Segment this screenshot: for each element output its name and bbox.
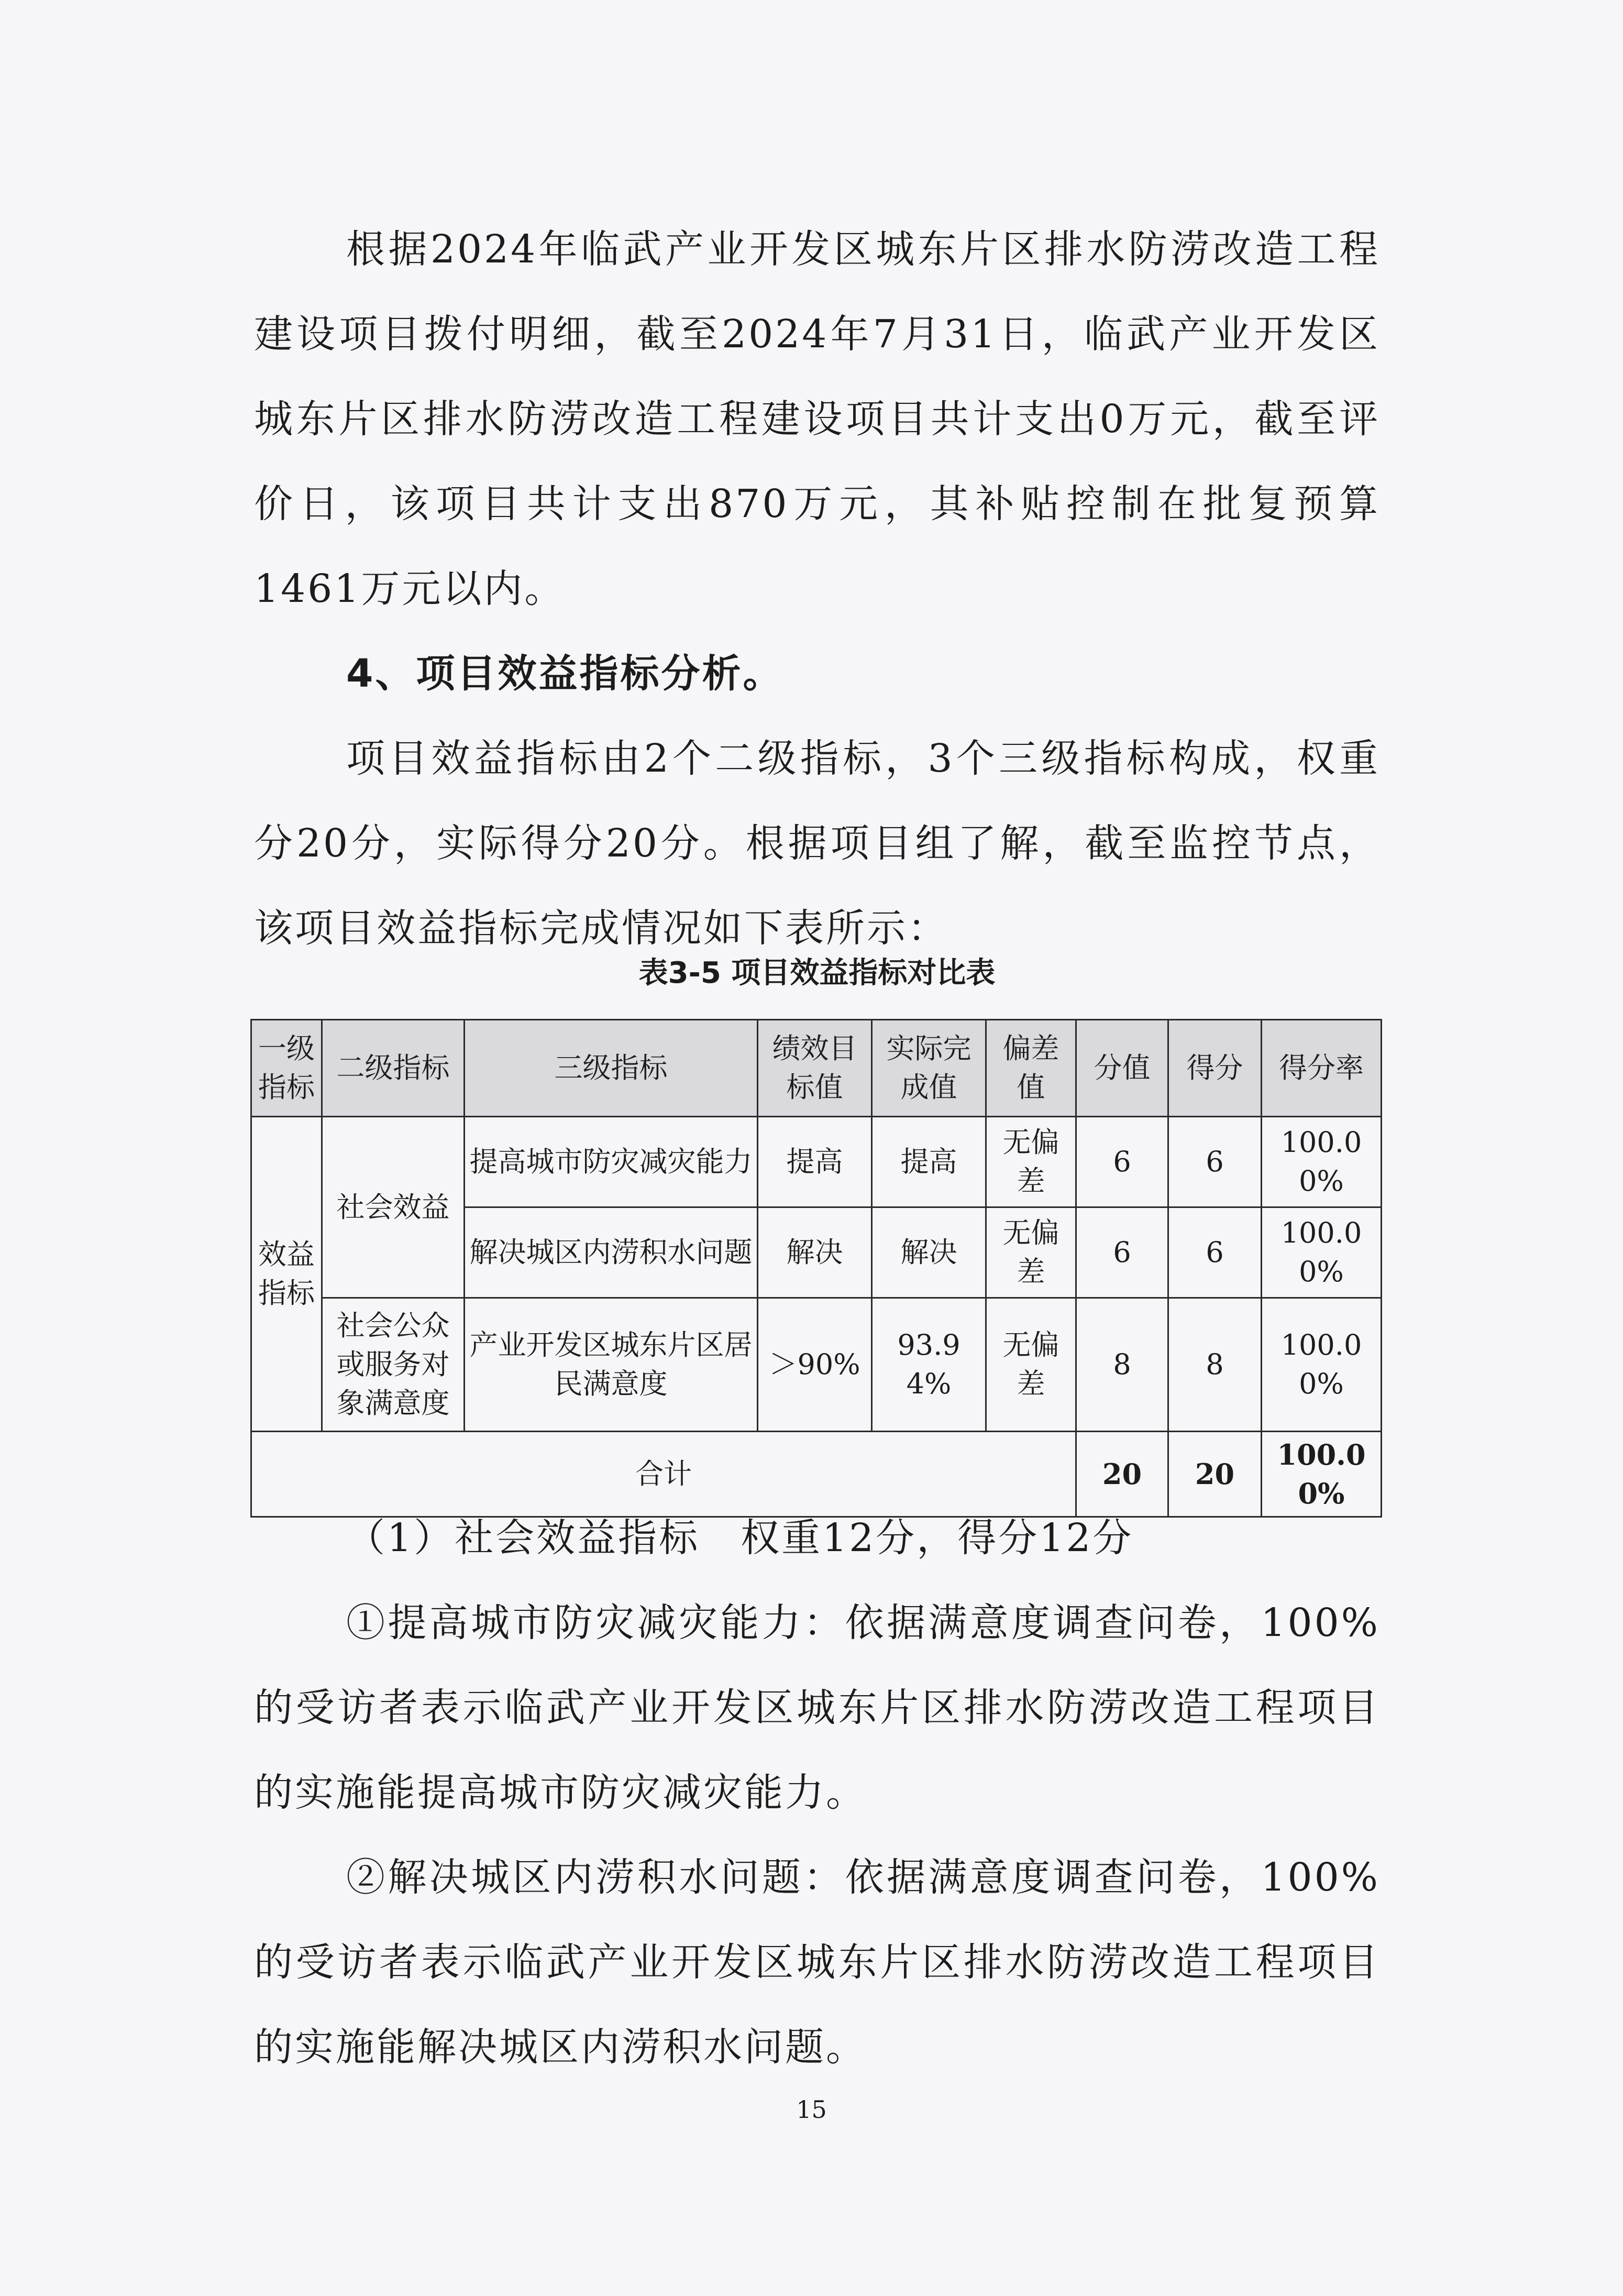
- header-deviation: 偏差值: [986, 1020, 1076, 1117]
- total-score-cell: 20: [1168, 1432, 1262, 1517]
- header-level1: 一级指标: [251, 1020, 322, 1117]
- value-cell: 8: [1076, 1298, 1168, 1432]
- header-target: 绩效目标值: [758, 1020, 872, 1117]
- rate-cell: 100.00%: [1262, 1117, 1382, 1207]
- value-cell: 6: [1076, 1207, 1168, 1298]
- total-value-cell: 20: [1076, 1432, 1168, 1517]
- paragraph-expenditure: 根据2024年临武产业开发区城东片区排水防涝改造工程建设项目拨付明细，截至2024年7月31日，临武产业开发区城东片区排水防涝改造工程建设项目共计支出0万元，截至评价日，该项目共计支出870万元，其补贴控制在批复预算1461万元以内。: [254, 227, 1380, 611]
- table-caption: 表3-5 项目效益指标对比表: [638, 956, 996, 990]
- score-cell: 8: [1168, 1298, 1262, 1432]
- header-level2: 二级指标: [322, 1020, 465, 1117]
- actual-cell: 解决: [872, 1207, 986, 1298]
- subheading-social-benefit: （1）社会效益指标 权重12分，得分12分: [346, 1515, 1134, 1561]
- header-score-value: 分值: [1076, 1020, 1168, 1117]
- total-label-cell: 合计: [251, 1432, 1076, 1517]
- actual-cell: 93.94%: [872, 1298, 986, 1432]
- indicator-cell: 解决城区内涝积水问题: [465, 1207, 758, 1298]
- indicator-cell: 提高城市防灾减灾能力: [465, 1117, 758, 1207]
- page-number: 15: [796, 2095, 827, 2124]
- benefit-indicator-table: [250, 1019, 1382, 1518]
- deviation-cell: 无偏差: [986, 1117, 1076, 1207]
- table-row: [251, 1117, 1382, 1207]
- table-row: [251, 1298, 1382, 1432]
- table-header-row: [251, 1020, 1382, 1117]
- header-rate: 得分率: [1262, 1020, 1382, 1117]
- value-cell: 6: [1076, 1117, 1168, 1207]
- header-score: 得分: [1168, 1020, 1262, 1117]
- header-actual: 实际完成值: [872, 1020, 986, 1117]
- level1-cell: 效益指标: [251, 1117, 322, 1432]
- deviation-cell: 无偏差: [986, 1298, 1076, 1432]
- deviation-cell: 无偏差: [986, 1207, 1076, 1298]
- actual-cell: 提高: [872, 1117, 986, 1207]
- header-level3: 三级指标: [465, 1020, 758, 1117]
- indicator-cell: 产业开发区城东片区居民满意度: [465, 1298, 758, 1432]
- paragraph-item-disaster: ①提高城市防灾减灾能力：依据满意度调查问卷，100%的受访者表示临武产业开发区城东片区排水防涝改造工程项目的实施能提高城市防灾减灾能力。: [254, 1600, 1380, 1815]
- section-heading-benefit: 4、项目效益指标分析。: [346, 651, 784, 696]
- group-social-cell: 社会效益: [322, 1117, 465, 1298]
- target-cell: 解决: [758, 1207, 872, 1298]
- total-rate-cell: 100.00%: [1262, 1432, 1382, 1517]
- paragraph-item-waterlogging: ②解决城区内涝积水问题：依据满意度调查问卷，100%的受访者表示临武产业开发区城东片区排水防涝改造工程项目的实施能解决城区内涝积水问题。: [254, 1855, 1380, 2070]
- target-cell: ＞90%: [758, 1298, 872, 1432]
- score-cell: 6: [1168, 1207, 1262, 1298]
- score-cell: 6: [1168, 1117, 1262, 1207]
- paragraph-benefit-summary: 项目效益指标由2个二级指标，3个三级指标构成，权重分20分，实际得分20分。根据项目组了解，截至监控节点，该项目效益指标完成情况如下表所示：: [254, 736, 1380, 951]
- rate-cell: 100.00%: [1262, 1298, 1382, 1432]
- rate-cell: 100.00%: [1262, 1207, 1382, 1298]
- target-cell: 提高: [758, 1117, 872, 1207]
- group-satisfaction-cell: 社会公众或服务对象满意度: [322, 1298, 465, 1432]
